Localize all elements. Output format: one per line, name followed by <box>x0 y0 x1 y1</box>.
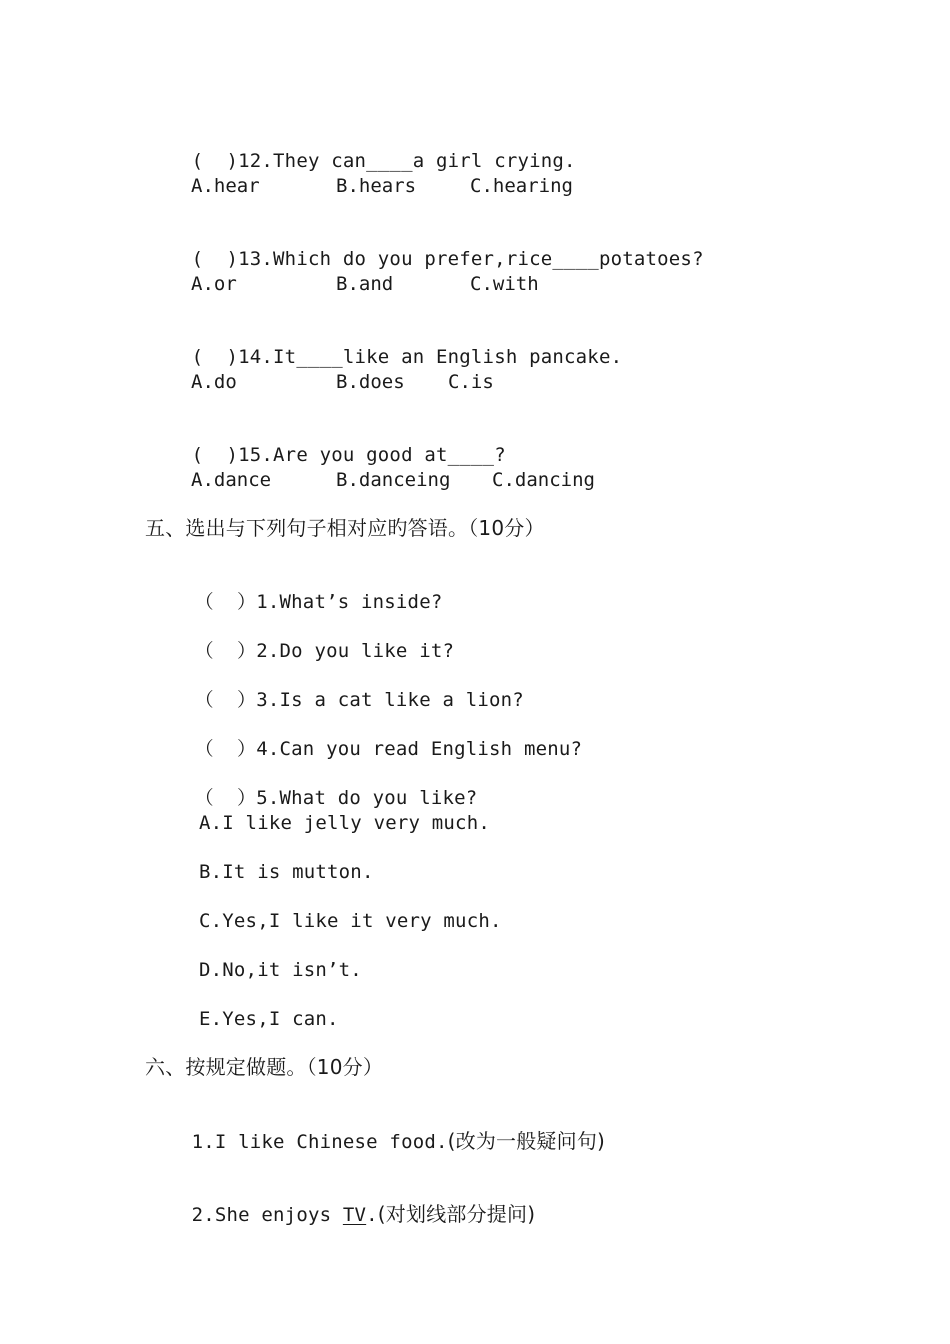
task-text: 2.She enjoys <box>191 1204 343 1226</box>
question-text: 1.What’s inside? <box>256 591 443 613</box>
blank: ____ <box>447 444 495 466</box>
question-text: potatoes? <box>598 248 704 270</box>
answer-d: D.No,it isn’t. <box>199 959 362 981</box>
question-text: 14.It <box>238 346 297 368</box>
answer-paren: ( ) <box>191 150 239 172</box>
answer-paren: ( ) <box>191 248 239 270</box>
section-6-heading: 六、按规定做题。（10分） <box>145 1055 384 1079</box>
answer-paren: ( ) <box>191 444 239 466</box>
task-text: 1.I like Chinese food. <box>191 1131 448 1153</box>
blank: ____ <box>296 346 343 368</box>
option-a: A.hear <box>191 175 260 197</box>
question-text: 4.Can you read English menu? <box>256 738 583 760</box>
answer-paren: （ ） <box>194 738 257 760</box>
answer-paren: （ ） <box>194 640 257 662</box>
task-1 <box>145 1105 605 1178</box>
option-b: B.hears <box>336 175 417 197</box>
option-b: B.and <box>336 273 394 295</box>
answer-b: B.It is mutton. <box>199 861 374 883</box>
blank: ____ <box>552 248 599 270</box>
answer-paren: （ ） <box>194 787 257 809</box>
answer-paren: （ ） <box>194 591 257 613</box>
option-a: A.or <box>191 273 237 295</box>
question-text: 15.Are you good at <box>238 444 448 466</box>
option-c: C.dancing <box>492 469 595 491</box>
option-a: A.do <box>191 371 237 393</box>
section-5-heading: 五、选出与下列句子相对应旳答语。（10分） <box>145 516 545 540</box>
answer-a: A.I like jelly very much. <box>199 812 490 834</box>
question-text: 13.Which do you prefer,rice <box>238 248 553 270</box>
question-text: 12.They can <box>238 150 367 172</box>
task-text: . <box>366 1204 378 1226</box>
option-c: C.hearing <box>470 175 573 197</box>
option-a: A.dance <box>191 469 272 491</box>
answer-paren: ( ) <box>191 346 239 368</box>
option-c: C.is <box>448 371 494 393</box>
question-text: 2.Do you like it? <box>256 640 455 662</box>
task-instruction: (改为一般疑问句) <box>447 1129 606 1153</box>
option-b: B.danceing <box>336 469 451 491</box>
task-instruction: (对划线部分提问) <box>377 1202 536 1226</box>
option-b: B.does <box>336 371 405 393</box>
question-text: 5.What do you like? <box>256 787 478 809</box>
question-text: 3.Is a cat like a lion? <box>256 689 524 711</box>
question-text: ? <box>494 444 506 466</box>
question-text: a girl crying. <box>412 150 576 172</box>
answer-c: C.Yes,I like it very much. <box>199 910 502 932</box>
question-text: like an English pancake. <box>342 346 623 368</box>
task-2 <box>145 1178 535 1251</box>
answer-e: E.Yes,I can. <box>199 1008 339 1030</box>
option-c: C.with <box>470 273 539 295</box>
answer-paren: （ ） <box>194 689 257 711</box>
underlined-word: TV <box>342 1204 367 1226</box>
blank: ____ <box>366 150 413 172</box>
